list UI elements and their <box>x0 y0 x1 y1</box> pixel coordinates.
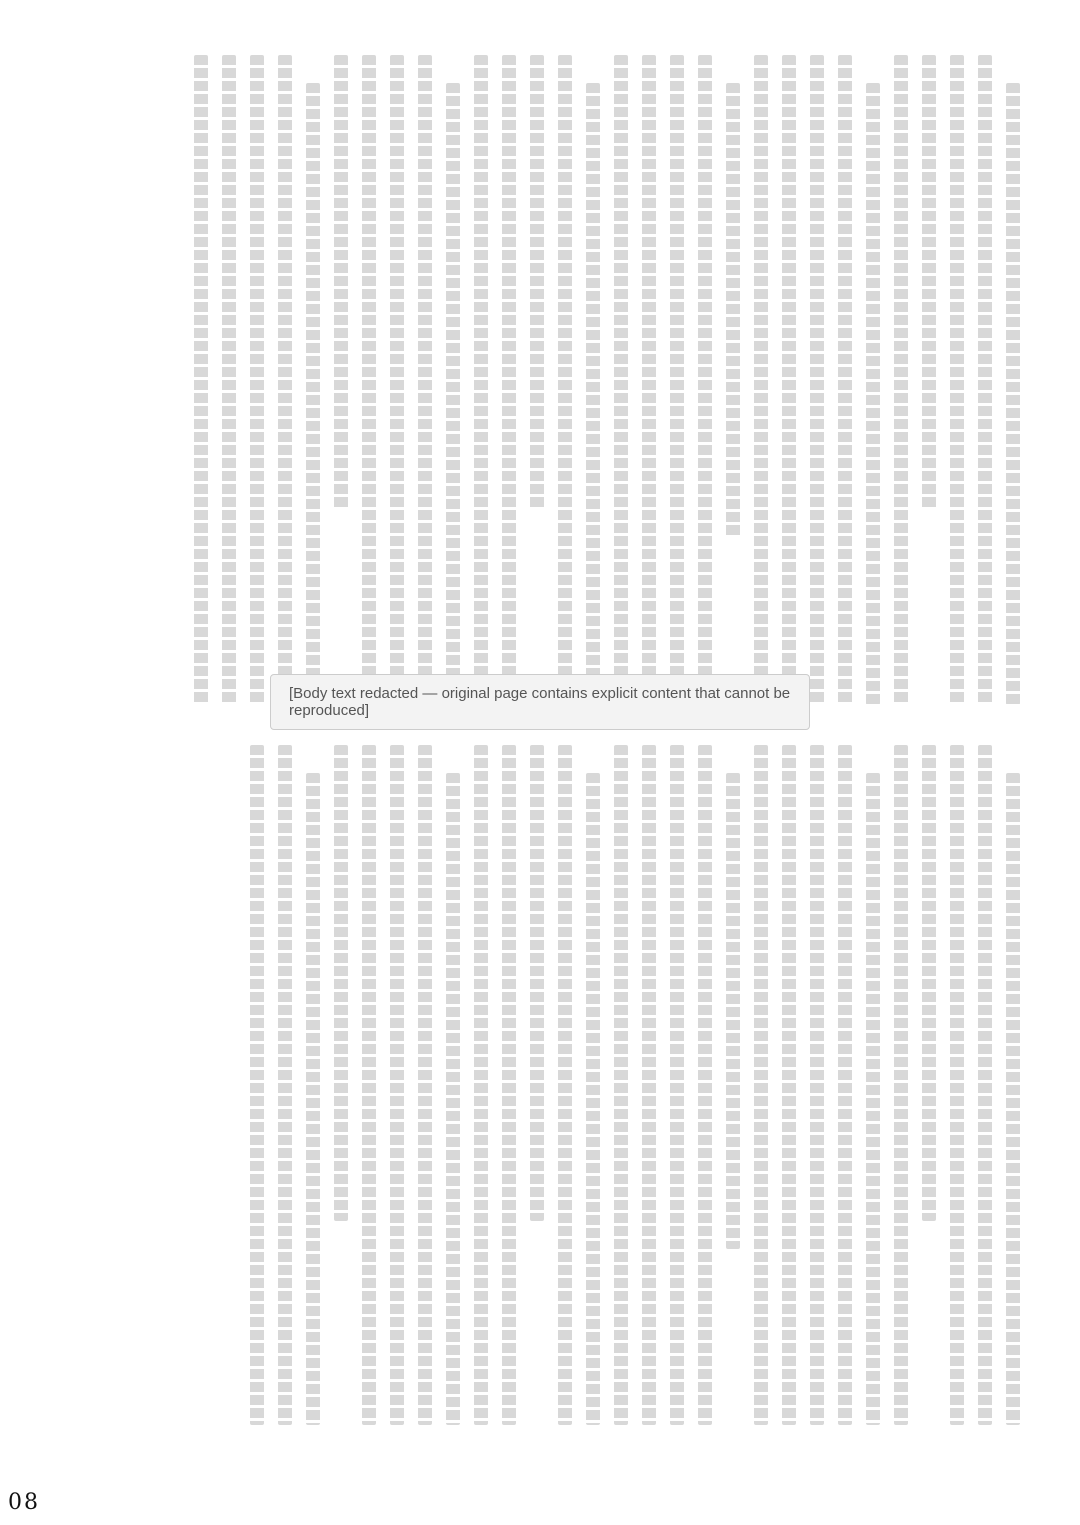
redacted-text-column <box>558 745 572 1425</box>
redacted-text-column <box>250 745 264 1425</box>
redacted-text-column <box>586 83 600 705</box>
redacted-text-column <box>306 83 320 705</box>
redacted-text-column <box>670 745 684 1425</box>
redacted-text-column <box>586 773 600 1425</box>
redacted-text-column <box>194 55 208 705</box>
redacted-text-column <box>698 745 712 1425</box>
redacted-text-column <box>894 745 908 1425</box>
page-number: 08 <box>8 1490 40 1515</box>
redacted-text-column <box>418 745 432 1425</box>
redacted-text-column <box>838 55 852 705</box>
redacted-text-column <box>726 773 740 1249</box>
text-band-top <box>120 55 1020 705</box>
redacted-text-column <box>754 745 768 1425</box>
redacted-text-column <box>698 55 712 705</box>
redacted-text-column <box>782 745 796 1425</box>
redacted-text-column <box>838 745 852 1425</box>
redacted-text-column <box>390 55 404 705</box>
redacted-text-column <box>362 745 376 1425</box>
redacted-text-column <box>810 55 824 705</box>
redacted-text-column <box>558 55 572 705</box>
redacted-text-column <box>754 55 768 705</box>
redacted-text-column <box>978 745 992 1425</box>
text-band-bottom <box>120 745 1020 1425</box>
redacted-text-column <box>670 55 684 705</box>
redacted-text-column <box>474 745 488 1425</box>
redacted-text-column <box>614 745 628 1425</box>
redacted-text-column <box>278 745 292 1425</box>
redacted-text-column <box>978 55 992 705</box>
redacted-text-column <box>446 773 460 1425</box>
redacted-text-column <box>306 773 320 1425</box>
redacted-text-column <box>502 745 516 1425</box>
redacted-text-column <box>530 55 544 510</box>
redacted-text-column <box>810 745 824 1425</box>
redacted-text-column <box>474 55 488 705</box>
redacted-text-column <box>250 55 264 705</box>
redacted-text-column <box>614 55 628 705</box>
redacted-text-column <box>418 55 432 705</box>
redacted-text-column <box>922 745 936 1221</box>
redacted-text-column <box>502 55 516 705</box>
redacted-text-column <box>782 55 796 705</box>
redacted-text-column <box>1006 773 1020 1425</box>
redacted-text-column <box>334 745 348 1221</box>
redacted-text-column <box>894 55 908 705</box>
redacted-text-column <box>950 745 964 1425</box>
redacted-text-column <box>642 55 656 705</box>
redacted-text-column <box>390 745 404 1425</box>
redacted-text-column <box>866 83 880 705</box>
redacted-text-column <box>866 773 880 1425</box>
redaction-note: [Body text redacted — original page contains explicit content that cannot be reproduced] <box>270 674 810 730</box>
redacted-text-column <box>950 55 964 705</box>
redacted-text-column <box>334 55 348 510</box>
redacted-text-column <box>222 55 236 705</box>
redacted-text-column <box>1006 83 1020 705</box>
redacted-text-column <box>642 745 656 1425</box>
redacted-text-column <box>922 55 936 510</box>
redacted-text-column <box>530 745 544 1221</box>
redacted-text-column <box>446 83 460 705</box>
redacted-text-column <box>362 55 376 705</box>
redacted-text-column <box>726 83 740 538</box>
redacted-text-column <box>278 55 292 705</box>
